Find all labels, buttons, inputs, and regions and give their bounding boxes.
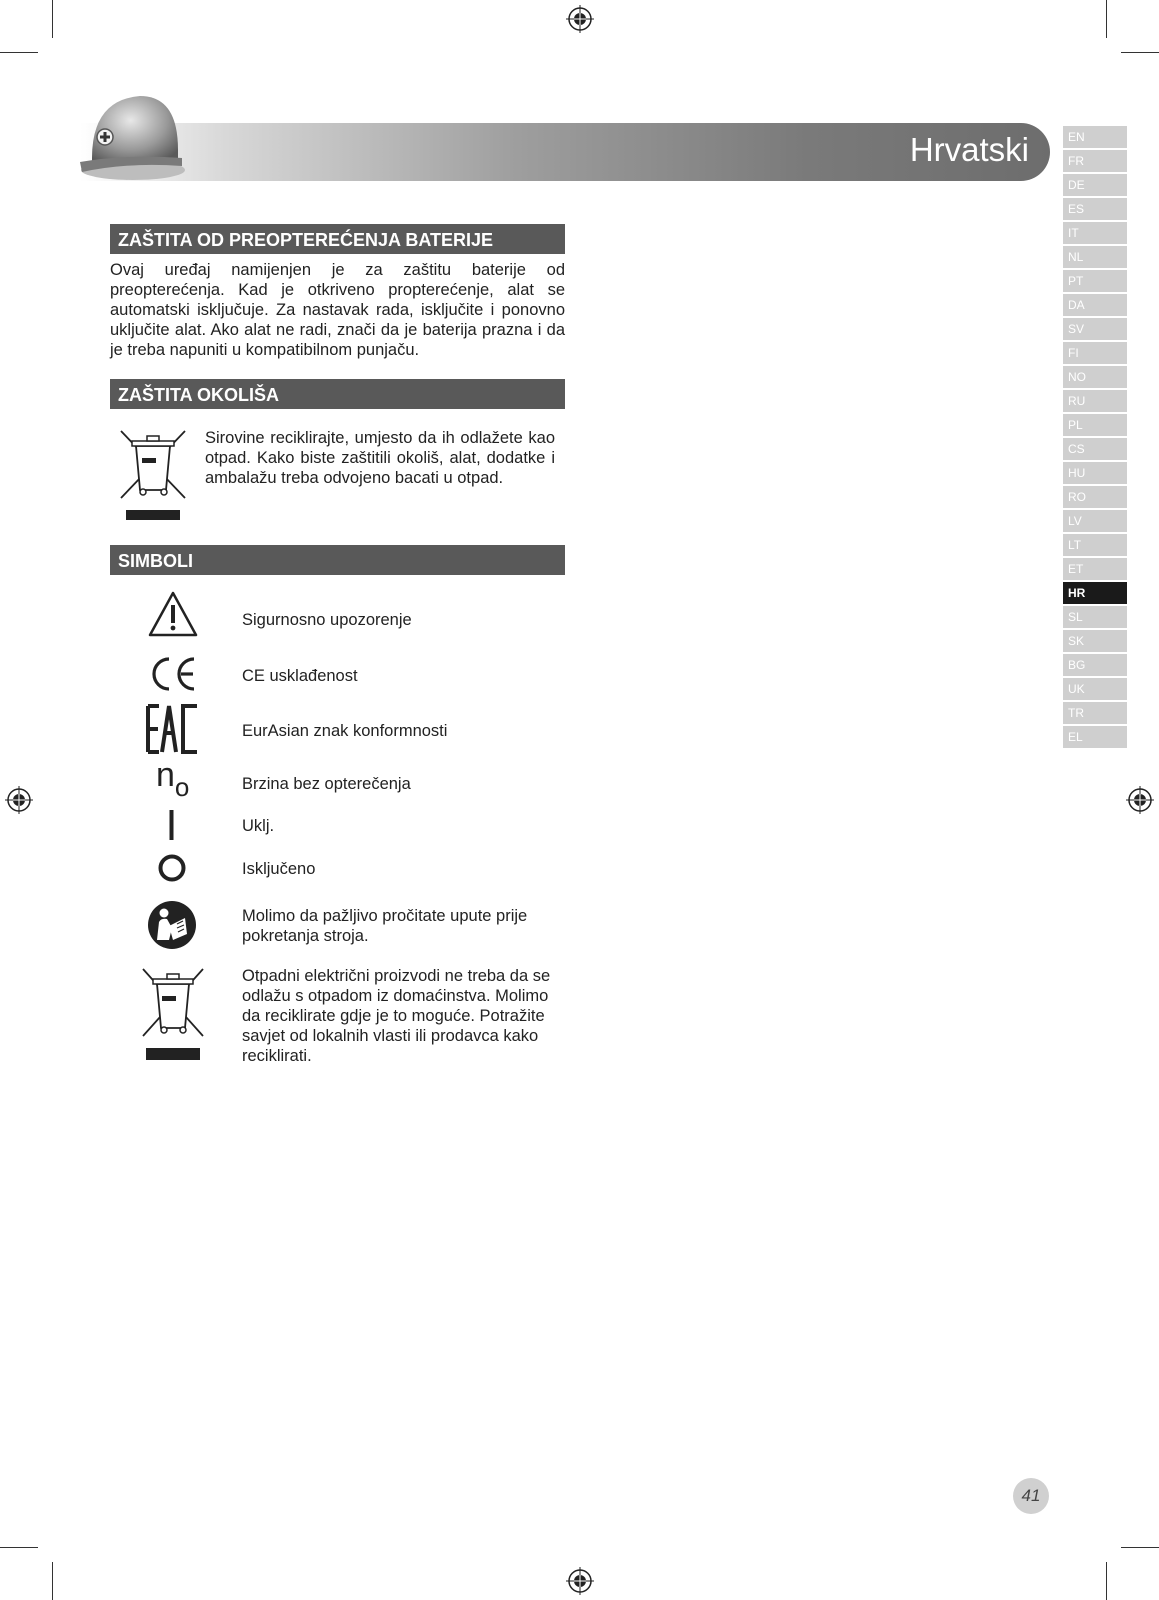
language-tab-it[interactable]: IT [1063, 222, 1127, 244]
language-tab-es[interactable]: ES [1063, 198, 1127, 220]
no-load-speed-icon [156, 756, 190, 802]
crop-mark [1121, 1547, 1159, 1548]
symbol-label-read-manual: Molimo da pažljivo pročitate upute prije pokretanja stroja. [242, 907, 528, 945]
language-tab-da[interactable]: DA [1063, 294, 1127, 316]
language-tab-bg[interactable]: BG [1063, 654, 1127, 676]
language-tab-el[interactable]: EL [1063, 726, 1127, 748]
eac-mark-icon [145, 703, 200, 755]
crop-mark [1106, 0, 1107, 38]
language-tab-nl[interactable]: NL [1063, 246, 1127, 268]
language-tab-no[interactable]: NO [1063, 366, 1127, 388]
section-heading-symbols: SIMBOLI [110, 545, 565, 575]
crop-mark [52, 1562, 53, 1600]
overload-text: Ovaj uređaj namijenjen je za zaštitu baterije od preopterećenja. Kad je otkriveno propterećenje, alat se automatski isključuje. Za nastavak rada, isključite i ponovno uključite alat. Ako alat ne radi, znači da je baterija prazna i da je treba napuniti u kompatibilnom punjaču. [110, 261, 565, 359]
ce-mark-icon [148, 655, 198, 693]
section-heading-environment: ZAŠTITA OKOLIŠA [110, 379, 565, 409]
symbol-label-ce: CE usklađenost [242, 667, 358, 685]
registration-mark-icon [1126, 786, 1154, 814]
language-tab-sl[interactable]: SL [1063, 606, 1127, 628]
language-tab-pl[interactable]: PL [1063, 414, 1127, 436]
crop-mark [0, 1547, 38, 1548]
language-tab-sv[interactable]: SV [1063, 318, 1127, 340]
off-switch-icon [157, 853, 187, 883]
language-tab-cs[interactable]: CS [1063, 438, 1127, 460]
registration-mark-icon [5, 786, 33, 814]
symbol-label-on: Uklj. [242, 817, 275, 835]
language-tab-uk[interactable]: UK [1063, 678, 1127, 700]
crop-mark [1106, 1562, 1107, 1600]
no-load-glyph-sub: o [174, 772, 190, 802]
crop-mark [52, 0, 53, 38]
language-tab-fi[interactable]: FI [1063, 342, 1127, 364]
language-tab-ru[interactable]: RU [1063, 390, 1127, 412]
language-tab-ro[interactable]: RO [1063, 486, 1127, 508]
symbol-label-no-load-speed: Brzina bez opterečenja [242, 775, 411, 793]
language-tab-en[interactable]: EN [1063, 126, 1127, 148]
registration-mark-icon [566, 1567, 594, 1595]
crop-mark [1121, 52, 1159, 53]
language-tab-lt[interactable]: LT [1063, 534, 1127, 556]
on-switch-icon [168, 810, 176, 840]
language-tab-de[interactable]: DE [1063, 174, 1127, 196]
header-band [80, 123, 1050, 181]
registration-mark-icon [566, 5, 594, 33]
language-tab-sk[interactable]: SK [1063, 630, 1127, 652]
crossed-bin-icon [118, 428, 188, 524]
symbol-label-eac: EurAsian znak konformnosti [242, 722, 448, 740]
safety-helmet-icon [78, 88, 188, 183]
weee-bin-icon [140, 966, 206, 1062]
symbol-label-weee: Otpadni električni proizvodi ne treba da se odlažu s otpadom iz domaćinstva. Molimo da reciklirate gdje je to moguće. Potražite savjet od lokalnih vlasti ili prodavca kako reciklirati. [242, 967, 551, 1065]
language-tab-fr[interactable]: FR [1063, 150, 1127, 172]
no-load-glyph: n [156, 756, 175, 794]
section-heading-overload: ZAŠTITA OD PREOPTEREĆENJA BATERIJE [110, 224, 565, 254]
language-tab-hu[interactable]: HU [1063, 462, 1127, 484]
environment-text: Sirovine reciklirajte, umjesto da ih odlažete kao otpad. Kako biste zaštitili okoliš, alat, dodatke i ambalažu treba odvojeno bacati u otpad. [205, 429, 555, 487]
language-tab-lv[interactable]: LV [1063, 510, 1127, 532]
language-tab-tr[interactable]: TR [1063, 702, 1127, 724]
language-tab-pt[interactable]: PT [1063, 270, 1127, 292]
warning-triangle-icon [147, 590, 199, 638]
language-tab-hr[interactable]: HR [1063, 582, 1127, 604]
symbol-label-off: Isključeno [242, 860, 316, 878]
crop-mark [0, 52, 38, 53]
symbol-label-warning: Sigurnosno upozorenje [242, 611, 412, 629]
language-tab-et[interactable]: ET [1063, 558, 1127, 580]
page-title: Hrvatski [909, 131, 1029, 168]
page-number: 41 [1013, 1478, 1049, 1514]
read-manual-icon [147, 900, 197, 950]
